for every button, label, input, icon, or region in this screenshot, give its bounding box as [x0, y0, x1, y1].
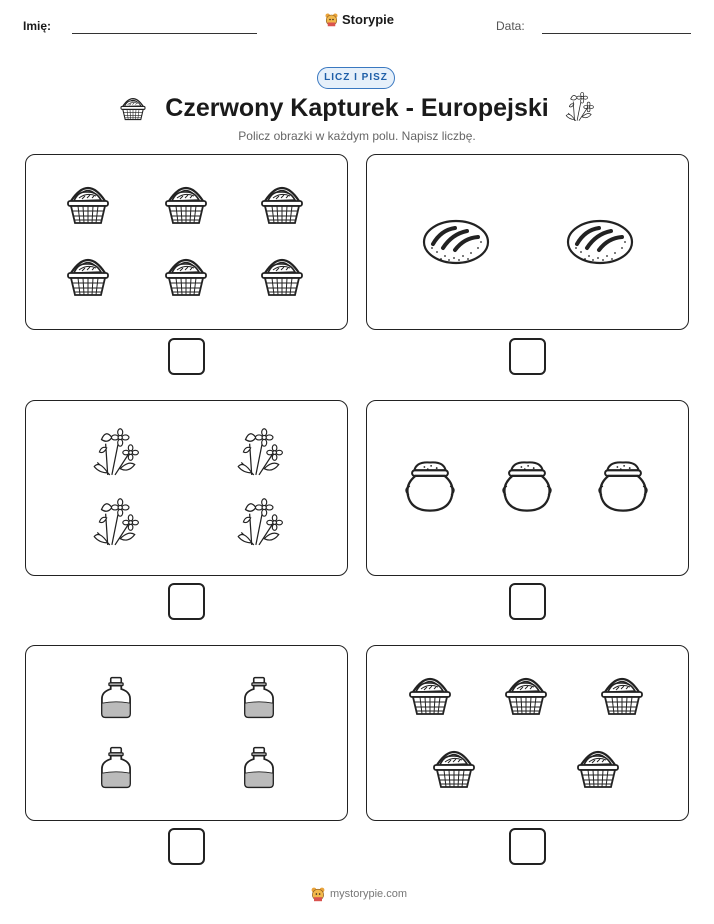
counting-panel-6 — [366, 645, 689, 821]
title-flowers-icon — [563, 90, 595, 122]
footer-url: mystorypie.com — [330, 888, 408, 900]
storypie-logo-icon — [324, 12, 339, 27]
bread-loaf-icon — [421, 216, 491, 266]
bread-basket-icon — [405, 668, 455, 718]
flowers-icon — [89, 425, 141, 477]
flowers-icon — [89, 495, 141, 547]
bread-basket-icon — [573, 741, 623, 791]
potion-bottle-icon — [94, 670, 138, 724]
brand-name: Storypie — [342, 12, 395, 27]
bread-basket-icon — [161, 249, 211, 299]
honey-pot-icon — [595, 455, 651, 517]
answer-box-2[interactable] — [509, 338, 546, 375]
date-write-line[interactable] — [542, 33, 691, 34]
counting-panel-3 — [25, 400, 348, 576]
counting-panel-4 — [366, 400, 689, 576]
bread-basket-icon — [501, 668, 551, 718]
counting-panel-2 — [366, 154, 689, 330]
potion-bottle-icon — [94, 740, 138, 794]
name-write-line[interactable] — [72, 33, 257, 34]
honey-pot-icon — [402, 455, 458, 517]
date-label: Data: — [496, 19, 525, 33]
footer — [310, 886, 407, 902]
bread-basket-icon — [63, 249, 113, 299]
bread-basket-icon — [429, 741, 479, 791]
flowers-icon — [233, 425, 285, 477]
answer-box-3[interactable] — [168, 583, 205, 620]
honey-pot-icon — [499, 455, 555, 517]
instructions: Policz obrazki w każdym polu. Napisz liczbę. — [238, 129, 476, 143]
name-label: Imię: — [23, 19, 52, 33]
page-title: Czerwony Kapturek - Europejski — [165, 94, 549, 122]
answer-box-6[interactable] — [509, 828, 546, 865]
answer-box-5[interactable] — [168, 828, 205, 865]
bread-basket-icon — [63, 177, 113, 227]
answer-box-1[interactable] — [168, 338, 205, 375]
storypie-logo-icon — [310, 886, 326, 902]
bread-basket-icon — [597, 668, 647, 718]
bread-basket-icon — [257, 177, 307, 227]
bread-basket-icon — [257, 249, 307, 299]
counting-panel-5 — [25, 645, 348, 821]
counting-panel-1 — [25, 154, 348, 330]
bread-loaf-icon — [565, 216, 635, 266]
brand-logo — [324, 12, 394, 27]
potion-bottle-icon — [237, 740, 281, 794]
activity-badge: LICZ I PISZ — [317, 67, 395, 89]
flowers-icon — [233, 495, 285, 547]
potion-bottle-icon — [237, 670, 281, 724]
answer-box-4[interactable] — [509, 583, 546, 620]
bread-basket-icon — [161, 177, 211, 227]
